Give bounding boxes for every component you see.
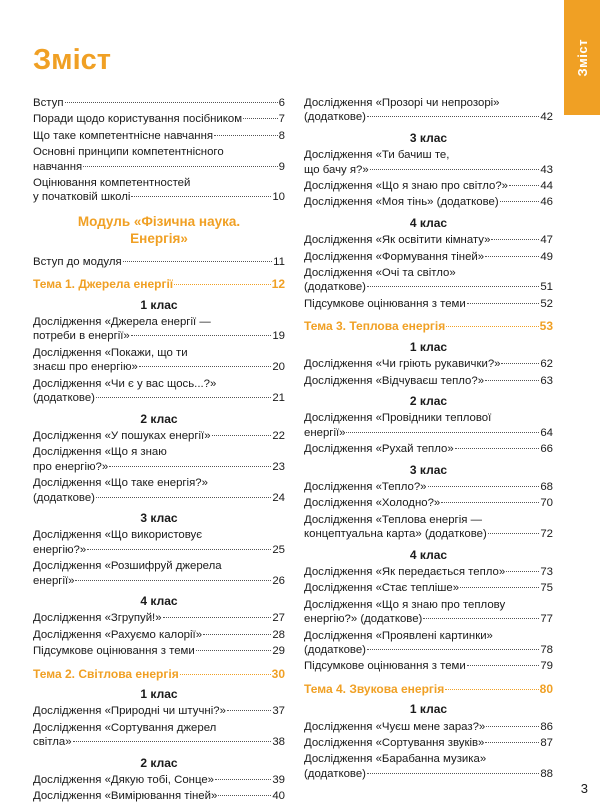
toc-entry[interactable] xyxy=(304,233,553,247)
module-heading xyxy=(33,213,285,247)
toc-entry-row xyxy=(304,720,553,734)
toc-entry-title: Дослідження «Тепло?» xyxy=(304,480,427,493)
toc-entry-title: Дослідження «Вимірювання тіней» xyxy=(33,790,218,803)
toc-entry[interactable] xyxy=(33,377,285,406)
dot-leader xyxy=(75,580,271,581)
toc-entry-row xyxy=(304,612,553,626)
toc-entry-row xyxy=(304,736,553,750)
dot-leader xyxy=(180,674,271,675)
toc-entry-row xyxy=(304,442,553,456)
toc-page-number: 40 xyxy=(272,790,285,803)
toc-entry-row xyxy=(304,374,553,388)
grade-heading: 1 клас xyxy=(140,687,178,701)
toc-entry-title: що бачу я?» xyxy=(304,163,369,176)
toc-page-number: 7 xyxy=(278,113,285,126)
toc-page-number: 29 xyxy=(272,645,285,658)
toc-page-number: 21 xyxy=(272,392,285,405)
dot-leader xyxy=(227,710,271,711)
toc-entry-row xyxy=(304,280,553,294)
toc-page-number: 22 xyxy=(272,429,285,442)
toc-page-number: 44 xyxy=(540,180,553,193)
dot-leader xyxy=(96,497,271,498)
toc-entry-title: Дослідження «Провідники теплової xyxy=(304,412,492,425)
toc-page-number: 68 xyxy=(540,480,553,493)
grade-heading: 3 клас xyxy=(409,462,448,477)
toc-entry-title: потреби в енергії» xyxy=(33,330,130,343)
toc-entry[interactable] xyxy=(304,480,553,494)
toc-entry-title: енергії» xyxy=(33,574,75,587)
toc-entry-title: Тема 4. Звукова енергія xyxy=(304,681,445,696)
toc-entry[interactable] xyxy=(33,96,285,110)
toc-entry-row xyxy=(33,574,285,588)
toc-entry[interactable] xyxy=(304,513,553,542)
dot-leader xyxy=(367,286,539,287)
toc-entry-title: Тема 2. Світлова енергія xyxy=(33,666,179,681)
dot-leader xyxy=(486,726,539,727)
dot-leader xyxy=(441,502,539,503)
toc-page-number: 9 xyxy=(278,160,285,173)
section-side-tab xyxy=(564,0,600,115)
toc-page-number: 12 xyxy=(271,277,285,292)
dot-leader xyxy=(501,363,539,364)
toc-entry-row xyxy=(33,255,285,269)
toc-page-number: 62 xyxy=(540,358,553,371)
toc-entry[interactable] xyxy=(304,565,553,579)
module-heading-line: Модуль «Фізична наука. xyxy=(77,213,241,229)
toc-entry-row xyxy=(304,480,553,494)
toc-entry-title: навчання xyxy=(33,160,83,173)
toc-entry[interactable] xyxy=(33,112,285,126)
toc-entry-title: Дослідження «Холодно?» xyxy=(304,497,441,510)
dot-leader xyxy=(446,326,538,327)
toc-entry[interactable] xyxy=(33,773,285,787)
toc-page-number: 28 xyxy=(272,628,285,641)
toc-entry-title: (додаткове) xyxy=(33,491,95,504)
toc-entry-title: Вступ xyxy=(33,97,64,109)
toc-entry-title: Дослідження «Рухай тепло» xyxy=(304,443,454,456)
grade-heading: 3 клас xyxy=(409,130,448,145)
toc-entry-title: (додаткове) xyxy=(33,392,95,405)
toc-page-number: 6 xyxy=(278,97,285,109)
dot-leader xyxy=(367,649,539,650)
toc-entry-row xyxy=(304,195,553,209)
toc-entry[interactable] xyxy=(304,598,553,627)
toc-page-number: 43 xyxy=(540,163,553,176)
toc-column-left xyxy=(33,96,285,806)
dot-leader xyxy=(139,366,272,367)
toc-entry[interactable] xyxy=(33,721,285,750)
dot-leader xyxy=(500,201,540,202)
toc-page-number: 64 xyxy=(540,426,553,439)
toc-entry-title: енергії» xyxy=(304,426,346,439)
toc-entry[interactable] xyxy=(304,96,553,125)
toc-page-number: 72 xyxy=(540,528,553,541)
toc-entry[interactable] xyxy=(33,628,285,642)
toc-entry-title: Дослідження «Чуєш мене зараз?» xyxy=(304,720,486,733)
toc-entry-row xyxy=(33,112,285,126)
toc-theme-entry[interactable] xyxy=(304,682,553,696)
toc-entry-title: Дослідження «Що я знаю xyxy=(33,446,167,459)
toc-page-number: 11 xyxy=(273,255,285,268)
toc-entry[interactable] xyxy=(304,297,553,311)
dot-leader xyxy=(445,689,538,690)
toc-entry[interactable] xyxy=(33,476,285,505)
toc-entry-title: енергію?» xyxy=(33,543,87,556)
toc-entry-title: Вступ до модуля xyxy=(33,255,122,268)
toc-entry-title: концептуальна карта» (додаткове) xyxy=(304,528,487,541)
dot-leader xyxy=(65,102,278,103)
toc-entry-row xyxy=(33,391,285,405)
toc-entry-row xyxy=(304,163,553,177)
toc-entry-row xyxy=(33,460,285,474)
toc-entry-row xyxy=(304,527,553,541)
dot-leader xyxy=(370,169,540,170)
toc-page-number: 52 xyxy=(540,297,553,310)
toc-entry-title: (додаткове) xyxy=(304,644,366,656)
dot-leader xyxy=(428,486,540,487)
toc-entry-row xyxy=(33,190,285,204)
toc-entry-title: Тема 1. Джерела енергії xyxy=(33,277,174,292)
toc-page-number: 39 xyxy=(272,774,285,787)
toc-page-number: 26 xyxy=(272,574,285,587)
dot-leader xyxy=(346,432,539,433)
dot-leader xyxy=(367,773,539,774)
toc-column-right xyxy=(304,96,553,783)
dot-leader xyxy=(485,256,539,257)
dot-leader xyxy=(87,549,271,550)
toc-entry[interactable] xyxy=(304,752,553,781)
toc-entry-title: Дослідження «Дякую тобі, Сонце» xyxy=(33,774,215,787)
toc-entry-row xyxy=(304,581,553,595)
toc-entry-title: Дослідження «Що я знаю про теплову xyxy=(304,598,506,611)
toc-entry-row xyxy=(33,543,285,557)
toc-entry-title: Дослідження «Проявлені картинки» xyxy=(304,629,493,642)
toc-entry-title: Дослідження «Стає тепліше» xyxy=(304,582,460,595)
toc-entry[interactable] xyxy=(304,250,553,264)
grade-heading: 2 клас xyxy=(140,411,178,426)
toc-page-number: 30 xyxy=(271,666,285,681)
toc-page-number: 38 xyxy=(272,736,285,749)
toc-entry-title: Дослідження «Чи є у вас щось...?» xyxy=(33,377,217,390)
toc-entry-row xyxy=(33,160,285,174)
toc-page-number: 37 xyxy=(272,705,285,718)
toc-entry-row xyxy=(33,277,285,291)
toc-entry-title: (додаткове) xyxy=(304,767,366,780)
toc-entry-title: Дослідження «Сортування звуків» xyxy=(304,737,485,750)
toc-entry[interactable] xyxy=(304,357,553,371)
toc-page-number: 49 xyxy=(540,250,553,263)
toc-entry-row xyxy=(33,360,285,374)
toc-entry-title: знаєш про енергію» xyxy=(33,361,138,374)
toc-entry[interactable] xyxy=(304,179,553,193)
toc-entry-title: Дослідження «Очі та світло» xyxy=(304,267,456,280)
toc-entry[interactable] xyxy=(33,315,285,344)
toc-page-number: 73 xyxy=(540,565,553,578)
toc-entry[interactable] xyxy=(304,148,553,177)
toc-entry[interactable] xyxy=(304,266,553,295)
toc-entry-row xyxy=(33,429,285,443)
toc-entry[interactable] xyxy=(33,528,285,557)
toc-entry[interactable] xyxy=(33,611,285,625)
module-heading-line: Енергія» xyxy=(130,230,188,246)
toc-entry-row xyxy=(304,565,553,579)
dot-leader xyxy=(109,466,271,467)
toc-entry-row xyxy=(304,426,553,440)
toc-entry[interactable] xyxy=(304,195,553,209)
toc-entry-row xyxy=(33,704,285,718)
grade-heading: 4 клас xyxy=(140,593,178,608)
grade-heading: 4 клас xyxy=(409,215,448,230)
toc-theme-entry[interactable] xyxy=(304,319,553,333)
toc-page-number: 75 xyxy=(540,582,553,595)
toc-entry-title: Дослідження «Рахуємо калорії» xyxy=(33,628,203,641)
toc-entry[interactable] xyxy=(33,559,285,588)
toc-entry-row xyxy=(33,491,285,505)
toc-page-number: 24 xyxy=(272,491,285,504)
toc-page-number: 70 xyxy=(540,497,553,510)
toc-entry-row xyxy=(304,767,553,781)
toc-entry-title: Оцінювання компетентностей xyxy=(33,177,191,190)
toc-page-number: 63 xyxy=(540,374,553,387)
toc-page-number: 53 xyxy=(539,319,553,334)
toc-page-number: 86 xyxy=(540,720,553,733)
toc-page-number: 42 xyxy=(540,111,553,124)
toc-entry[interactable] xyxy=(304,411,553,440)
toc-entry-title: Дослідження «Згрупуй!» xyxy=(33,612,162,625)
toc-theme-entry[interactable] xyxy=(33,277,285,291)
grade-heading: 1 клас xyxy=(409,702,448,717)
dot-leader xyxy=(163,617,272,618)
side-tab-label: Зміст xyxy=(574,38,590,77)
toc-page-number: 19 xyxy=(272,330,285,343)
toc-entry-title: Основні принципи компетентнісного xyxy=(33,146,224,159)
toc-entry-row xyxy=(304,179,553,193)
dot-leader xyxy=(367,116,539,117)
toc-entry-title: у початковій школі xyxy=(33,191,131,204)
toc-entry-row xyxy=(304,110,553,124)
toc-entry-title: (додаткове) xyxy=(304,111,366,124)
toc-page-number: 80 xyxy=(539,681,553,696)
toc-entry-title: Дослідження «Як передається тепло» xyxy=(304,565,506,578)
toc-entry-title: Дослідження «Що таке енергія?» xyxy=(33,477,208,490)
dot-leader xyxy=(506,571,539,572)
toc-entry-row xyxy=(304,357,553,371)
toc-entry-title: Дослідження «Що використовує xyxy=(33,529,203,542)
toc-page-number: 66 xyxy=(540,443,553,456)
toc-entry-title: світла» xyxy=(33,736,72,749)
toc-entry-row xyxy=(304,233,553,247)
toc-page-number: 88 xyxy=(540,767,553,780)
toc-page-number: 87 xyxy=(540,737,553,750)
toc-entry-title: Дослідження «Як освітити кімнату» xyxy=(304,234,491,247)
toc-page-number: 47 xyxy=(540,234,553,247)
toc-page-number: 23 xyxy=(272,460,285,473)
dot-leader xyxy=(212,435,272,436)
toc-entry[interactable] xyxy=(33,429,285,443)
toc-page-number: 8 xyxy=(278,129,285,142)
dot-leader xyxy=(203,634,271,635)
toc-entry-row xyxy=(33,628,285,642)
toc-entry-title: Дослідження «Джерела енергії — xyxy=(33,316,211,329)
toc-entry-title: Дослідження «Природні чи штучні?» xyxy=(33,705,226,718)
dot-leader xyxy=(73,741,272,742)
dot-leader xyxy=(467,303,540,304)
toc-entry-title: Дослідження «У пошуках енергії» xyxy=(33,429,211,442)
page-number: 3 xyxy=(580,781,588,796)
toc-entry[interactable] xyxy=(33,704,285,718)
toc-entry-title: Дослідження «Покажи, що ти xyxy=(33,346,188,359)
dot-leader xyxy=(174,284,270,285)
toc-entry[interactable] xyxy=(33,346,285,375)
toc-entry-title: Дослідження «Теплова енергія — xyxy=(304,513,482,526)
dot-leader xyxy=(215,779,271,780)
toc-entry[interactable] xyxy=(304,442,553,456)
toc-entry-row xyxy=(33,644,285,658)
toc-entry-title: про енергію?» xyxy=(33,460,109,473)
grade-heading: 1 клас xyxy=(409,339,448,354)
toc-entry-row xyxy=(304,319,553,333)
toc-entry-row xyxy=(304,659,553,673)
toc-entry[interactable] xyxy=(33,145,285,174)
toc-entry-row xyxy=(304,643,553,657)
toc-entry-row xyxy=(304,682,553,696)
toc-entry-title: (додаткове) xyxy=(304,281,366,294)
toc-entry[interactable] xyxy=(304,496,553,510)
toc-entry[interactable] xyxy=(33,644,285,658)
toc-entry-title: Дослідження «Формування тіней» xyxy=(304,250,485,263)
toc-entry-title: Тема 3. Теплова енергія xyxy=(304,319,446,334)
grade-heading: 2 клас xyxy=(409,393,448,408)
dot-leader xyxy=(509,185,539,186)
toc-entry-title: Підсумкове оцінювання з теми xyxy=(304,297,466,310)
dot-leader xyxy=(455,448,540,449)
toc-entry-title: Дослідження «Барабанна музика» xyxy=(304,753,487,766)
toc-entry-title: Підсумкове оцінювання з теми xyxy=(33,645,195,658)
toc-entry-row xyxy=(304,496,553,510)
toc-entry-row xyxy=(33,96,285,110)
grade-heading: 1 клас xyxy=(140,297,178,312)
grade-heading: 3 клас xyxy=(140,510,178,525)
toc-entry-title: енергію?» (додаткове) xyxy=(304,613,423,626)
toc-entry-title: Поради щодо користування посібником xyxy=(33,113,243,126)
dot-leader xyxy=(485,380,539,381)
toc-entry-title: Підсумкове оцінювання з теми xyxy=(304,660,466,673)
toc-entry[interactable] xyxy=(33,176,285,205)
toc-page-number: 20 xyxy=(272,361,285,374)
toc-page-number: 10 xyxy=(272,191,285,204)
toc-entry[interactable] xyxy=(304,374,553,388)
toc-entry[interactable] xyxy=(304,581,553,595)
toc-entry[interactable] xyxy=(304,629,553,658)
dot-leader xyxy=(423,618,539,619)
toc-entry-title: Дослідження «Розшифруй джерела xyxy=(33,560,222,573)
toc-entry-row xyxy=(33,129,285,143)
toc-entry-title: Дослідження «Відчуваєш тепло?» xyxy=(304,374,485,387)
toc-entry[interactable] xyxy=(33,255,285,269)
toc-entry[interactable] xyxy=(33,129,285,143)
toc-entry-row xyxy=(33,329,285,343)
toc-entry-title: Дослідження «Прозорі чи непрозорі» xyxy=(304,97,500,109)
toc-page-number: 78 xyxy=(540,644,553,656)
dot-leader xyxy=(243,118,278,119)
toc-entry-title: Дослідження «Сортування джерел xyxy=(33,721,217,734)
dot-leader xyxy=(467,665,540,666)
toc-entry-title: Дослідження «Чи гріють рукавички?» xyxy=(304,358,501,371)
dot-leader xyxy=(83,166,277,167)
toc-theme-entry[interactable] xyxy=(33,667,285,681)
toc-page-number: 79 xyxy=(540,660,553,673)
dot-leader xyxy=(460,587,539,588)
toc-entry-row xyxy=(304,250,553,264)
dot-leader xyxy=(131,196,271,197)
grade-heading: 4 клас xyxy=(409,547,448,562)
toc-page-number: 46 xyxy=(540,196,553,209)
dot-leader xyxy=(131,335,272,336)
toc-entry-row xyxy=(33,611,285,625)
toc-entry[interactable] xyxy=(33,789,285,803)
toc-entry-row xyxy=(304,297,553,311)
grade-heading: 2 клас xyxy=(140,755,178,770)
toc-page-number: 25 xyxy=(272,543,285,556)
dot-leader xyxy=(214,135,278,136)
dot-leader xyxy=(96,397,271,398)
toc-entry[interactable] xyxy=(304,659,553,673)
toc-entry-title: Дослідження «Моя тінь» (додаткове) xyxy=(304,196,499,209)
toc-entry-row xyxy=(33,789,285,803)
toc-entry-title: Дослідження «Ти бачиш те, xyxy=(304,149,450,162)
toc-entry-title: Що таке компетентнісне навчання xyxy=(33,129,214,142)
dot-leader xyxy=(123,261,273,262)
dot-leader xyxy=(491,239,539,240)
toc-page-number: 77 xyxy=(540,613,553,626)
toc-entry[interactable] xyxy=(304,720,553,734)
dot-leader xyxy=(196,650,272,651)
dot-leader xyxy=(218,795,271,796)
toc-page-number: 27 xyxy=(272,612,285,625)
toc-entry-row xyxy=(33,773,285,787)
toc-entry-row xyxy=(33,735,285,749)
toc-entry[interactable] xyxy=(33,445,285,474)
toc-entry-row xyxy=(33,667,285,681)
toc-entry[interactable] xyxy=(304,736,553,750)
dot-leader xyxy=(485,742,539,743)
page-title: Зміст xyxy=(33,44,112,76)
dot-leader xyxy=(488,533,540,534)
toc-page-number: 51 xyxy=(540,281,553,294)
toc-entry-title: Дослідження «Що я знаю про світло?» xyxy=(304,180,508,193)
